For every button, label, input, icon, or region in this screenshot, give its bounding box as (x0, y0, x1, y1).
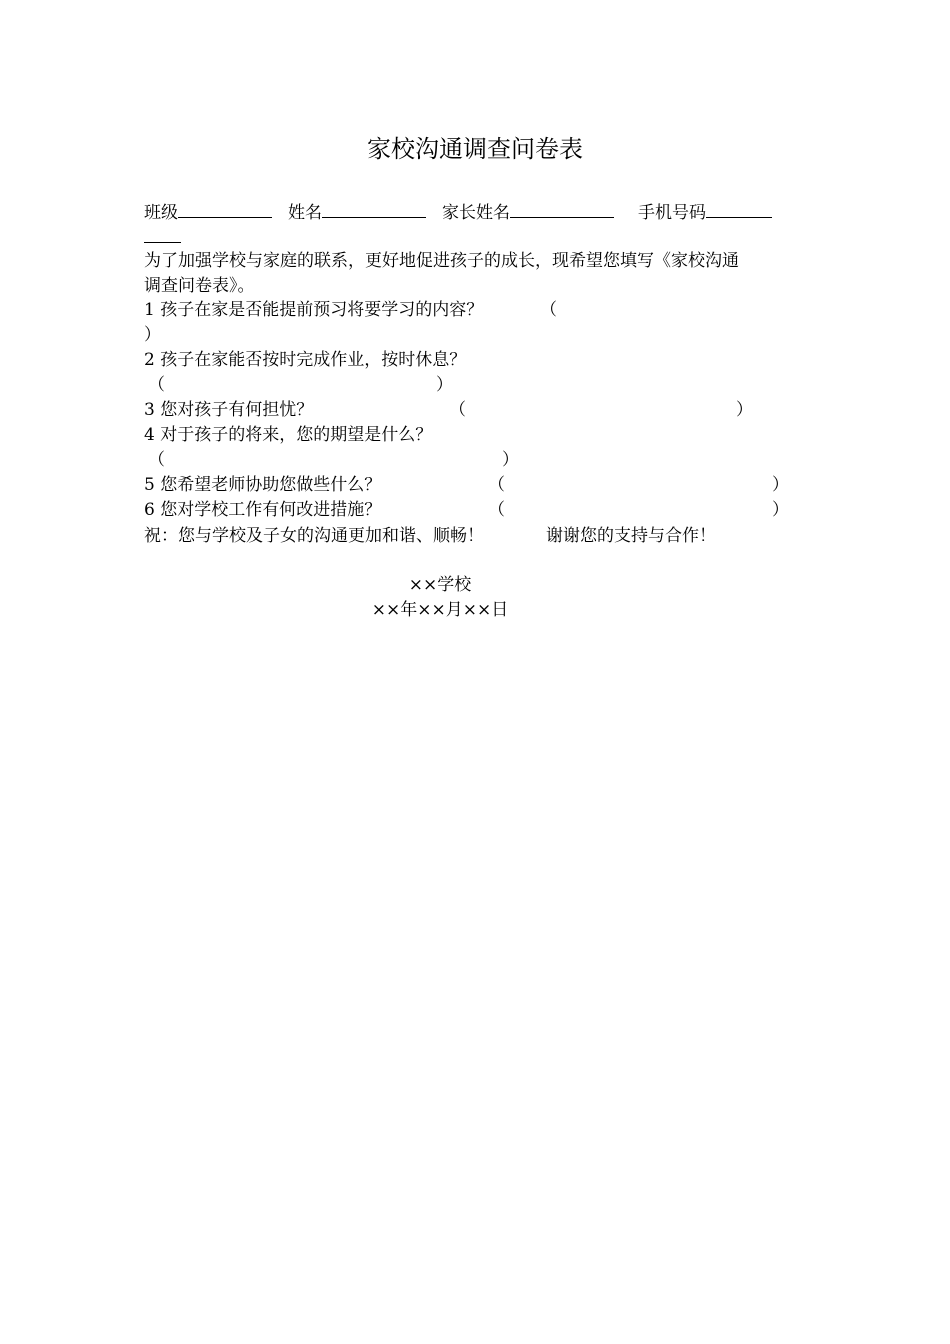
question-3: 3 您对孩子有何担忧？ (144, 400, 314, 420)
document-title: 家校沟通调查问卷表 (367, 135, 583, 163)
question-6: 6 您对学校工作有何改进措施？ (144, 500, 382, 520)
parent-name-label: 家长姓名 (442, 203, 510, 223)
school-signature: ××学校 (408, 575, 472, 595)
class-blank[interactable] (178, 199, 272, 218)
q3-answer-close[interactable]: ） (736, 400, 753, 420)
phone-blank-cont[interactable] (144, 224, 181, 243)
intro-line-2: 调查问卷表》。 (144, 276, 255, 296)
question-1: 1 孩子在家是否能提前预习将要学习的内容？ (144, 300, 484, 320)
closing-wish: 祝：您与学校及子女的沟通更加和谐、顺畅！ (144, 526, 484, 546)
closing-thanks: 谢谢您的支持与合作！ (546, 526, 716, 546)
question-4: 4 对于孩子的将来，您的期望是什么？ (144, 425, 433, 445)
q5-answer-close[interactable]: ） (772, 475, 789, 495)
signature-date: ××年××月××日 (371, 600, 509, 620)
q4-answer-close[interactable]: ） (502, 450, 519, 470)
q1-answer-open[interactable]: （ (540, 300, 557, 320)
q1-answer-close[interactable]: ） (144, 325, 161, 345)
parent-name-blank[interactable] (510, 199, 614, 218)
class-label: 班级 (144, 203, 178, 223)
phone-blank[interactable] (706, 199, 772, 218)
info-line (144, 199, 772, 226)
name-blank[interactable] (322, 199, 426, 218)
name-label: 姓名 (288, 203, 322, 223)
q6-answer-close[interactable]: ） (772, 500, 789, 520)
phone-blank-continuation (144, 224, 181, 251)
q5-answer-open[interactable]: （ (488, 475, 505, 495)
q3-answer-open[interactable]: （ (449, 400, 466, 420)
question-2: 2 孩子在家能否按时完成作业，按时休息？ (144, 350, 467, 370)
q4-answer-open[interactable]: （ (148, 450, 165, 470)
intro-line-1: 为了加强学校与家庭的联系，更好地促进孩子的成长，现希望您填写《家校沟通 (144, 251, 739, 271)
phone-label: 手机号码 (638, 203, 706, 223)
question-5: 5 您希望老师协助您做些什么？ (144, 475, 382, 495)
q2-answer-close[interactable]: ） (436, 375, 453, 395)
q6-answer-open[interactable]: （ (488, 500, 505, 520)
q2-answer-open[interactable]: （ (148, 375, 165, 395)
